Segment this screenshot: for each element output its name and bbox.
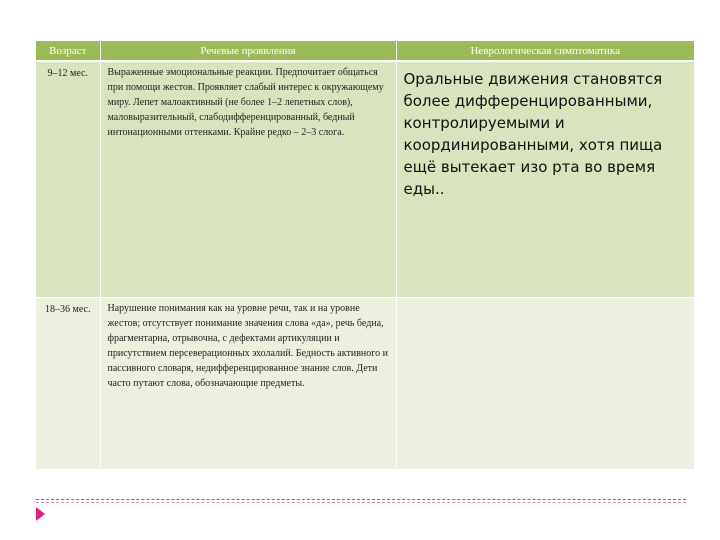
age-cell: 18–36 мес. — [36, 297, 100, 469]
header-neuro: Неврологическая симптоматика — [396, 41, 694, 61]
footer-divider-accent — [36, 502, 686, 503]
neuro-cell: Оральные движения становятся более дифференцированными, контролируемыми и координированными, хотя пища ещё вытекает изо рта во время еды.. — [396, 61, 694, 297]
speech-cell: Выраженные эмоциональные реакции. Предпочитает общаться при помощи жестов. Проявляет слабый интерес к окружающему миру. Лепет малоактивный (не более 1–2 лепетных слов), маловыразительный, слабодифференцированный, бедный интонационными оттенками. Крайне редко – 2–3 слога. — [100, 61, 396, 297]
development-table — [36, 41, 694, 469]
table-header-row — [36, 41, 694, 61]
age-cell: 9–12 мес. — [36, 61, 100, 297]
header-speech: Речевые проявления — [100, 41, 396, 61]
table-row — [36, 297, 694, 469]
speech-cell: Нарушение понимания как на уровне речи, так и на уровне жестов; отсутствует понимание значения слова «да», речь бедна, фрагментарна, отрывочна, с дефектами артикуляции и присутствием персеверационных эхолалий. Бедность активного и пассивного словаря, недифференцированное знание слов. Дети часто путают слова, обозначающие предметы. — [100, 297, 396, 469]
play-triangle-icon — [36, 507, 45, 521]
header-age: Возраст — [36, 41, 100, 61]
neuro-cell — [396, 297, 694, 469]
footer-divider — [36, 499, 686, 500]
table-row — [36, 61, 694, 297]
